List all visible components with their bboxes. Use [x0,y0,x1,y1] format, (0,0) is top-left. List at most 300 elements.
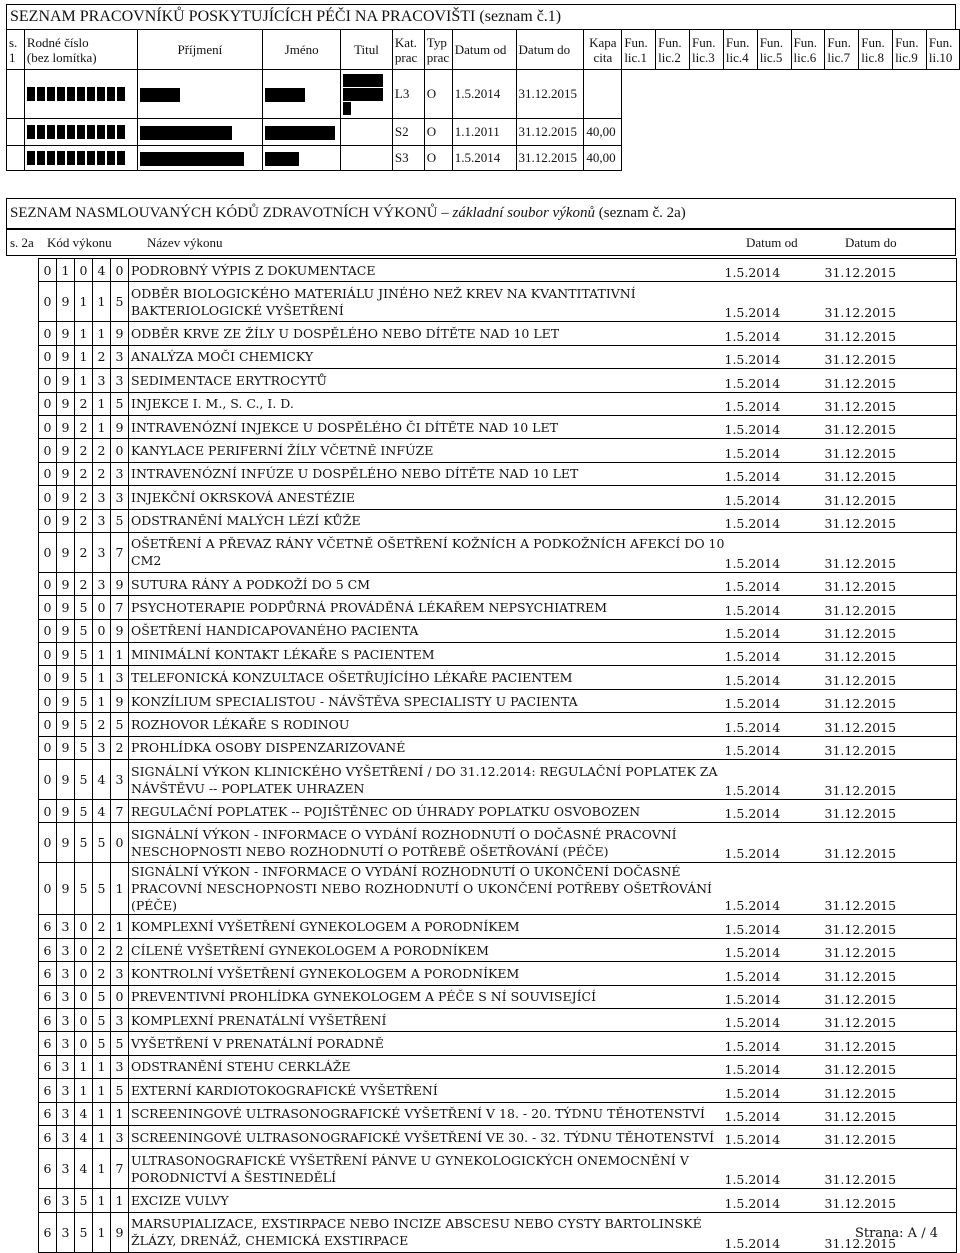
redacted-name [263,70,341,119]
col-fun-7: Fun. lic.7 [825,30,859,70]
code-digit: 3 [93,369,111,392]
code-digit: 2 [93,439,111,462]
code-digit: 0 [39,282,57,322]
code-digit: 5 [93,1032,111,1055]
code-digit: 1 [75,345,93,368]
code-name: REGULAČNÍ POPLATEK -- POJIŠTĚNEC OD ÚHRADY POPLATKU OSVOBOZEN [129,800,725,823]
code-digit: 0 [39,392,57,415]
code-row [39,863,957,915]
code-date-from: 1.5.2014 [725,322,825,345]
code-date-to: 31.12.2015 [825,962,957,985]
code-digit: 1 [75,282,93,322]
code-row [39,962,957,985]
code-date-to: 31.12.2015 [825,509,957,532]
code-digit: 7 [111,1149,129,1189]
code-digit: 0 [39,462,57,485]
code-digit: 9 [57,736,75,759]
col-fun-6: Fun. lic.6 [791,30,825,70]
code-digit: 1 [93,689,111,712]
code-name: ODSTRANĚNÍ MALÝCH LÉZÍ KŮŽE [129,509,725,532]
col-birth-number: Rodné číslo (bez lomítka) [24,30,137,70]
staff-date-to: 31.12.2015 [516,70,584,119]
col-date-from: Datum od [452,30,516,70]
code-digit: 0 [75,1032,93,1055]
code-digit: 9 [57,643,75,666]
code-digit: 9 [57,282,75,322]
code-digit: 5 [93,863,111,915]
col-fun-1: Fun. lic.1 [622,30,656,70]
col-fun-2: Fun. lic.2 [656,30,690,70]
code-digit: 1 [93,1149,111,1189]
redacted-cell [7,119,25,146]
col-kat: Kat. prac [392,30,424,70]
code-row [39,985,957,1008]
code-date-from: 1.5.2014 [725,532,825,572]
code-digit: 5 [93,985,111,1008]
redacted-cell [7,70,25,119]
code-date-from: 1.5.2014 [725,509,825,532]
staff-capacity: 40,00 [584,146,622,171]
code-digit: 2 [75,392,93,415]
code-date-from: 1.5.2014 [725,345,825,368]
code-digit: 0 [39,689,57,712]
code-name: MARSUPIALIZACE, EXSTIRPACE NEBO INCIZE ABSCESU NEBO CYSTY BARTOLINSKÉ ŽLÁZY, DRENÁŽ, CHEMICKÁ EXSTIRPACE [129,1212,725,1252]
code-date-to: 31.12.2015 [825,322,957,345]
code-date-to: 31.12.2015 [825,259,957,282]
code-digit: 0 [75,1008,93,1031]
code-digit: 1 [93,1212,111,1252]
code-digit: 1 [93,392,111,415]
code-row [39,1032,957,1055]
code-digit: 5 [75,619,93,642]
code-date-to: 31.12.2015 [825,1079,957,1102]
code-digit: 3 [111,1055,129,1078]
redacted-titul [341,146,393,171]
code-digit: 9 [111,322,129,345]
code-digit: 3 [111,1125,129,1148]
code-digit: 1 [57,259,75,282]
code-name: TELEFONICKÁ KONZULTACE OŠETŘUJÍCÍHO LÉKAŘE PACIENTEM [129,666,725,689]
code-date-from: 1.5.2014 [725,800,825,823]
code-digit: 5 [75,800,93,823]
code-digit: 7 [111,532,129,572]
code-row [39,1055,957,1078]
col-fun-5: Fun. lic.5 [757,30,791,70]
code-digit: 9 [57,863,75,915]
col-fun-4: Fun. lic.4 [723,30,757,70]
code-digit: 3 [57,1079,75,1102]
code-digit: 0 [39,596,57,619]
code-digit: 9 [57,666,75,689]
col-date-to: Datum do [845,235,897,250]
col-fun-3: Fun. lic.3 [690,30,724,70]
col-name: Jméno [263,30,341,70]
code-digit: 5 [111,392,129,415]
staff-kat: S3 [392,146,424,171]
code-name: INTRAVENÓZNÍ INFÚZE U DOSPĚLÉHO NEBO DÍTĚTE NAD 10 LET [129,462,725,485]
code-digit: 1 [75,1079,93,1102]
code-digit: 5 [75,823,93,863]
code-digit: 6 [39,1032,57,1055]
redacted-surname [137,70,263,119]
code-row [39,486,957,509]
code-row [39,666,957,689]
redacted-birth-number [24,119,137,146]
code-digit: 5 [75,760,93,800]
code-digit: 0 [39,439,57,462]
staff-row [7,70,960,119]
code-digit: 5 [75,643,93,666]
code-name: OŠETŘENÍ HANDICAPOVANÉHO PACIENTA [129,619,725,642]
code-digit: 4 [75,1102,93,1125]
code-name: SCREENINGOVÉ ULTRASONOGRAFICKÉ VYŠETŘENÍ VE 30. - 32. TÝDNU TĚHOTENSTVÍ [129,1125,725,1148]
code-digit: 0 [39,532,57,572]
code-digit: 0 [39,863,57,915]
code-digit: 0 [111,823,129,863]
code-digit: 3 [111,666,129,689]
code-digit: 0 [39,486,57,509]
code-date-to: 31.12.2015 [825,985,957,1008]
code-row [39,1212,957,1252]
code-digit: 0 [39,322,57,345]
code-row [39,596,957,619]
code-name: PODROBNÝ VÝPIS Z DOKUMENTACE [129,259,725,282]
code-date-to: 31.12.2015 [825,345,957,368]
code-digit: 1 [93,1055,111,1078]
staff-kat: L3 [392,70,424,119]
code-date-to: 31.12.2015 [825,823,957,863]
staff-capacity [584,70,622,119]
staff-row [7,119,960,146]
code-row [39,1008,957,1031]
code-digit: 0 [39,259,57,282]
code-date-to: 31.12.2015 [825,392,957,415]
code-digit: 0 [39,760,57,800]
code-name: OŠETŘENÍ A PŘEVAZ RÁNY VČETNĚ OŠETŘENÍ KOŽNÍCH A PODKOŽNÍCH AFEKCÍ DO 10 CM2 [129,532,725,572]
code-digit: 5 [111,713,129,736]
code-digit: 1 [93,666,111,689]
staff-row [7,146,960,171]
code-date-from: 1.5.2014 [725,1008,825,1031]
code-row [39,392,957,415]
code-row [39,1189,957,1212]
code-digit: 3 [111,369,129,392]
redacted-cell [7,146,25,171]
code-date-to: 31.12.2015 [825,1212,957,1252]
code-date-from: 1.5.2014 [725,439,825,462]
code-digit: 5 [75,689,93,712]
redacted-name [263,146,341,171]
code-digit: 5 [111,1032,129,1055]
code-name: PROHLÍDKA OSOBY DISPENZARIZOVANÉ [129,736,725,759]
code-digit: 9 [57,572,75,595]
code-digit: 3 [111,962,129,985]
code-row [39,1125,957,1148]
code-name: INTRAVENÓZNÍ INJEKCE U DOSPĚLÉHO ČI DÍTĚTE NAD 10 LET [129,415,725,438]
code-date-from: 1.5.2014 [725,282,825,322]
code-digit: 9 [111,415,129,438]
code-date-from: 1.5.2014 [725,713,825,736]
code-date-from: 1.5.2014 [725,1149,825,1189]
code-digit: 6 [39,1008,57,1031]
code-digit: 3 [57,1212,75,1252]
code-digit: 5 [75,863,93,915]
code-date-from: 1.5.2014 [725,1212,825,1252]
code-digit: 0 [111,259,129,282]
code-date-to: 31.12.2015 [825,532,957,572]
code-digit: 0 [75,985,93,1008]
code-digit: 9 [111,619,129,642]
code-digit: 2 [93,938,111,961]
code-name: ANALÝZA MOČI CHEMICKY [129,345,725,368]
code-digit: 5 [75,1212,93,1252]
code-digit: 2 [93,915,111,938]
staff-table [6,29,960,171]
col-code: Kód výkonu [47,235,112,250]
code-name: INJEKCE I. M., S. C., I. D. [129,392,725,415]
code-date-to: 31.12.2015 [825,938,957,961]
code-name: PREVENTIVNÍ PROHLÍDKA GYNEKOLOGEM A PÉČE S NÍ SOUVISEJÍCÍ [129,985,725,1008]
staff-list-title: SEZNAM PRACOVNÍKŮ POSKYTUJÍCÍCH PÉČI NA PRACOVIŠTI (seznam č.1) [6,4,956,30]
staff-date-from: 1.5.2014 [452,146,516,171]
code-digit: 5 [75,713,93,736]
code-digit: 0 [39,619,57,642]
redacted-surname [137,146,263,171]
code-row [39,619,957,642]
code-date-to: 31.12.2015 [825,760,957,800]
code-digit: 3 [111,462,129,485]
code-date-to: 31.12.2015 [825,713,957,736]
code-digit: 0 [39,800,57,823]
col-fun-10: Fun. li.10 [926,30,959,70]
staff-typ: O [424,146,452,171]
code-date-to: 31.12.2015 [825,1125,957,1148]
code-digit: 9 [57,392,75,415]
codes-table [38,258,957,1253]
code-name: KOMPLEXNÍ PRENATÁLNÍ VYŠETŘENÍ [129,1008,725,1031]
code-digit: 5 [93,1008,111,1031]
code-date-to: 31.12.2015 [825,666,957,689]
code-row [39,259,957,282]
code-date-from: 1.5.2014 [725,915,825,938]
redacted-birth-number [24,146,137,171]
code-digit: 5 [93,823,111,863]
redacted-titul [341,70,393,119]
code-digit: 3 [111,760,129,800]
code-digit: 3 [57,915,75,938]
code-row [39,760,957,800]
code-date-to: 31.12.2015 [825,572,957,595]
code-digit: 2 [75,415,93,438]
code-digit: 6 [39,915,57,938]
code-digit: 0 [39,345,57,368]
code-name: ODBĚR BIOLOGICKÉHO MATERIÁLU JINÉHO NEŽ KREV NA KVANTITATIVNÍ BAKTERIOLOGICKÉ VYŠETŘENÍ [129,282,725,322]
code-digit: 5 [75,596,93,619]
code-digit: 4 [75,1125,93,1148]
code-date-from: 1.5.2014 [725,619,825,642]
code-digit: 6 [39,1125,57,1148]
code-date-from: 1.5.2014 [725,1189,825,1212]
code-digit: 4 [93,800,111,823]
code-digit: 2 [75,509,93,532]
staff-kat: S2 [392,119,424,146]
col-name: Název výkonu [147,235,223,250]
code-digit: 0 [75,915,93,938]
code-row [39,532,957,572]
code-digit: 0 [93,619,111,642]
code-digit: 1 [75,1055,93,1078]
code-digit: 0 [39,415,57,438]
code-date-from: 1.5.2014 [725,462,825,485]
code-digit: 2 [111,938,129,961]
code-digit: 4 [75,1149,93,1189]
code-digit: 0 [75,938,93,961]
code-digit: 0 [111,439,129,462]
code-name: ODSTRANĚNÍ STEHU CERKLÁŽE [129,1055,725,1078]
code-date-from: 1.5.2014 [725,985,825,1008]
code-digit: 5 [75,1189,93,1212]
code-date-to: 31.12.2015 [825,1189,957,1212]
code-digit: 9 [111,1212,129,1252]
code-name: INJEKČNÍ OKRSKOVÁ ANESTÉZIE [129,486,725,509]
code-name: ULTRASONOGRAFICKÉ VYŠETŘENÍ PÁNVE U GYNEKOLOGICKÝCH ONEMOCNĚNÍ V PORODNICTVÍ A ŠESTINEDĚLÍ [129,1149,725,1189]
code-digit: 3 [57,1032,75,1055]
code-digit: 3 [93,736,111,759]
code-digit: 9 [57,509,75,532]
code-digit: 0 [39,736,57,759]
code-digit: 4 [93,259,111,282]
code-row [39,415,957,438]
code-digit: 2 [75,439,93,462]
code-date-to: 31.12.2015 [825,415,957,438]
code-row [39,736,957,759]
code-name: SEDIMENTACE ERYTROCYTŮ [129,369,725,392]
code-date-from: 1.5.2014 [725,962,825,985]
code-digit: 0 [39,509,57,532]
code-row [39,462,957,485]
code-digit: 1 [93,282,111,322]
code-digit: 2 [93,962,111,985]
page-number: Strana: A / 4 [854,1226,938,1241]
code-digit: 0 [39,369,57,392]
code-digit: 5 [75,736,93,759]
code-date-to: 31.12.2015 [825,800,957,823]
code-date-to: 31.12.2015 [825,863,957,915]
code-name: KANYLACE PERIFERNÍ ŽÍLY VČETNĚ INFÚZE [129,439,725,462]
code-date-from: 1.5.2014 [725,863,825,915]
redacted-name [263,119,341,146]
codes-list-title: SEZNAM NASMLOUVANÝCH KÓDŮ ZDRAVOTNÍCH VÝKONŮ – základní soubor výkonů (seznam č. 2a) [6,198,956,229]
code-row [39,823,957,863]
code-digit: 0 [39,643,57,666]
code-digit: 5 [75,666,93,689]
redacted-birth-number [24,70,137,119]
code-digit: 3 [93,572,111,595]
code-name: PSYCHOTERAPIE PODPŮRNÁ PROVÁDĚNÁ LÉKAŘEM NEPSYCHIATREM [129,596,725,619]
code-date-from: 1.5.2014 [725,1125,825,1148]
code-digit: 0 [111,985,129,1008]
code-date-to: 31.12.2015 [825,369,957,392]
col-titul: Titul [341,30,393,70]
code-digit: 1 [93,1189,111,1212]
code-row [39,345,957,368]
col-number: s. 1 [7,30,25,70]
code-row [39,713,957,736]
code-date-to: 31.12.2015 [825,1008,957,1031]
code-date-from: 1.5.2014 [725,760,825,800]
code-date-to: 31.12.2015 [825,619,957,642]
code-name: KOMPLEXNÍ VYŠETŘENÍ GYNEKOLOGEM A PORODNÍKEM [129,915,725,938]
staff-header-row [7,30,960,70]
code-digit: 3 [93,486,111,509]
code-digit: 1 [111,863,129,915]
code-digit: 5 [111,509,129,532]
code-digit: 9 [57,823,75,863]
code-date-from: 1.5.2014 [725,392,825,415]
code-row [39,689,957,712]
code-name: ODBĚR KRVE ZE ŽÍLY U DOSPĚLÉHO NEBO DÍTĚTE NAD 10 LET [129,322,725,345]
code-digit: 6 [39,1055,57,1078]
code-digit: 3 [57,1055,75,1078]
code-date-to: 31.12.2015 [825,915,957,938]
code-date-to: 31.12.2015 [825,439,957,462]
code-digit: 5 [111,1079,129,1102]
code-date-to: 31.12.2015 [825,1055,957,1078]
col-number: s. 2a [10,235,34,250]
code-digit: 3 [57,1125,75,1148]
code-digit: 6 [39,938,57,961]
code-row [39,938,957,961]
code-date-from: 1.5.2014 [725,666,825,689]
code-digit: 3 [93,509,111,532]
code-date-from: 1.5.2014 [725,415,825,438]
code-digit: 1 [93,1125,111,1148]
code-date-to: 31.12.2015 [825,1102,957,1125]
code-digit: 1 [93,1102,111,1125]
code-digit: 6 [39,1102,57,1125]
code-digit: 3 [57,1149,75,1189]
code-date-from: 1.5.2014 [725,1055,825,1078]
code-name: SUTURA RÁNY A PODKOŽÍ DO 5 CM [129,572,725,595]
code-digit: 3 [57,985,75,1008]
staff-date-from: 1.1.2011 [452,119,516,146]
code-date-to: 31.12.2015 [825,282,957,322]
code-digit: 9 [57,345,75,368]
code-name: KONZÍLIUM SPECIALISTOU - NÁVŠTĚVA SPECIALISTY U PACIENTA [129,689,725,712]
code-digit: 9 [111,689,129,712]
redacted-surname [137,119,263,146]
code-date-to: 31.12.2015 [825,462,957,485]
code-digit: 1 [75,369,93,392]
code-digit: 9 [57,369,75,392]
code-date-to: 31.12.2015 [825,736,957,759]
code-name: ROZHOVOR LÉKAŘE S RODINOU [129,713,725,736]
code-digit: 2 [75,532,93,572]
code-name: SCREENINGOVÉ ULTRASONOGRAFICKÉ VYŠETŘENÍ V 18. - 20. TÝDNU TĚHOTENSTVÍ [129,1102,725,1125]
code-row [39,572,957,595]
code-digit: 2 [93,345,111,368]
code-name: CÍLENÉ VYŠETŘENÍ GYNEKOLOGEM A PORODNÍKEM [129,938,725,961]
code-digit: 7 [111,596,129,619]
code-date-from: 1.5.2014 [725,369,825,392]
code-digit: 0 [39,823,57,863]
code-digit: 2 [75,486,93,509]
code-digit: 1 [111,643,129,666]
code-digit: 1 [93,643,111,666]
code-digit: 9 [57,415,75,438]
code-date-from: 1.5.2014 [725,1079,825,1102]
code-digit: 2 [93,713,111,736]
